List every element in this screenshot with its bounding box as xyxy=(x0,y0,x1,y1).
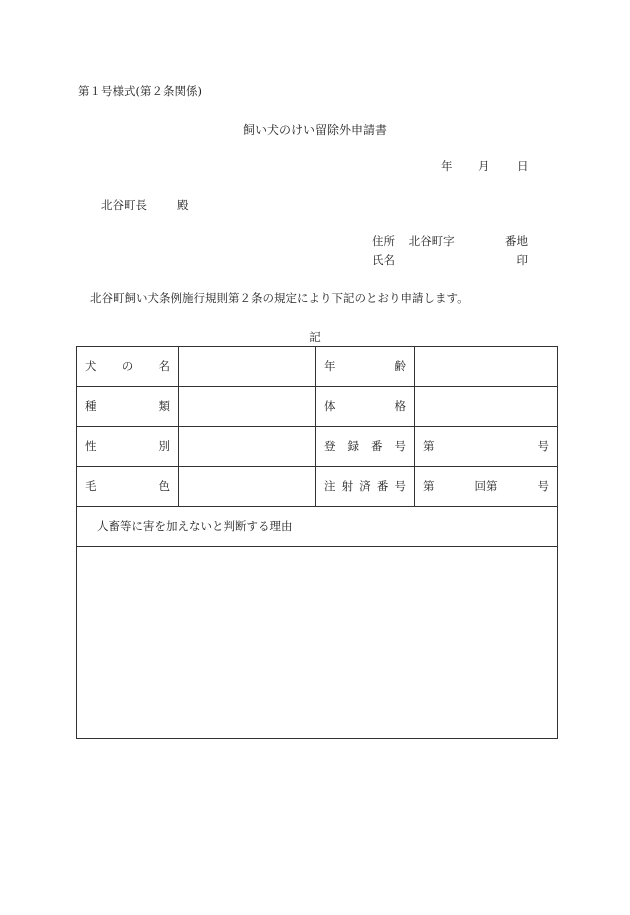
form-number-label: 第１号様式(第２条関係) xyxy=(78,84,202,98)
label-char: 号 xyxy=(537,478,549,493)
coat-color-label xyxy=(77,467,179,507)
label-char: 別 xyxy=(158,438,170,453)
label-char: 番 xyxy=(376,478,389,493)
reason-field[interactable] xyxy=(77,547,558,739)
ki-heading: 記 xyxy=(309,330,321,344)
applicant-name-row xyxy=(372,255,528,267)
table-row xyxy=(77,427,558,467)
registration-number-field[interactable] xyxy=(415,427,558,467)
label-char: 名 xyxy=(158,358,170,373)
age-label xyxy=(316,347,415,387)
label-char: 性 xyxy=(85,438,97,453)
table-row xyxy=(77,347,558,387)
application-statement: 北谷町飼い犬条例施行規則第２条の規定により下記のとおり申請します。 xyxy=(90,291,469,305)
address-prefix: 北谷町字 xyxy=(408,234,455,248)
breed-label xyxy=(77,387,179,427)
date-year: 年 xyxy=(441,159,453,173)
table-row xyxy=(77,507,558,547)
label-char: 注 xyxy=(324,478,336,493)
physique-field[interactable] xyxy=(415,387,558,427)
label-char: 類 xyxy=(158,398,170,413)
dog-name-label xyxy=(77,347,179,387)
table-row xyxy=(77,547,558,739)
table-row xyxy=(77,467,558,507)
address-suffix: 番地 xyxy=(505,234,528,248)
addressee-name: 北谷町長 xyxy=(101,198,147,212)
label-char: の xyxy=(121,358,134,373)
label-char: 第 xyxy=(423,438,435,453)
date-line xyxy=(441,161,529,173)
date-day: 日 xyxy=(517,159,529,173)
injection-number-label xyxy=(316,467,415,507)
label-char: 齢 xyxy=(394,358,406,373)
label-char: 第 xyxy=(423,478,435,493)
physique-label xyxy=(316,387,415,427)
label-char: 格 xyxy=(394,398,406,413)
label-char: 号 xyxy=(394,438,406,453)
label-char: 射 xyxy=(341,478,354,493)
applicant-address-row xyxy=(372,236,528,248)
label-char: 種 xyxy=(85,398,97,413)
injection-number-field[interactable] xyxy=(415,467,558,507)
coat-color-field[interactable] xyxy=(179,467,316,507)
label-char: 登 xyxy=(324,438,336,453)
label-char: 年 xyxy=(324,358,336,373)
sex-label xyxy=(77,427,179,467)
age-field[interactable] xyxy=(415,347,558,387)
registration-number-label xyxy=(316,427,415,467)
label-char: 号 xyxy=(394,478,406,493)
label-char: 号 xyxy=(537,438,549,453)
label-char: 録 xyxy=(347,438,359,453)
label-char: 毛 xyxy=(85,478,97,493)
label-char: 済 xyxy=(359,478,371,493)
date-month: 月 xyxy=(478,159,490,173)
label-char: 番 xyxy=(371,438,383,453)
label-char: 犬 xyxy=(85,358,97,373)
addressee-honorific: 殿 xyxy=(177,198,189,212)
label-char: 体 xyxy=(324,398,336,413)
document-title: 飼い犬のけい留除外申請書 xyxy=(242,123,387,137)
reason-label: 人畜等に害を加えないと判断する理由 xyxy=(77,507,558,547)
seal-mark: 印 xyxy=(516,253,528,267)
dog-name-field[interactable] xyxy=(179,347,316,387)
sex-field[interactable] xyxy=(179,427,316,467)
breed-field[interactable] xyxy=(179,387,316,427)
label-char: 回第 xyxy=(474,478,498,493)
application-table xyxy=(76,346,558,739)
label-char: 色 xyxy=(158,478,170,493)
table-row xyxy=(77,387,558,427)
address-label: 住所 xyxy=(372,234,395,248)
name-label: 氏名 xyxy=(372,253,395,267)
addressee xyxy=(101,200,189,212)
